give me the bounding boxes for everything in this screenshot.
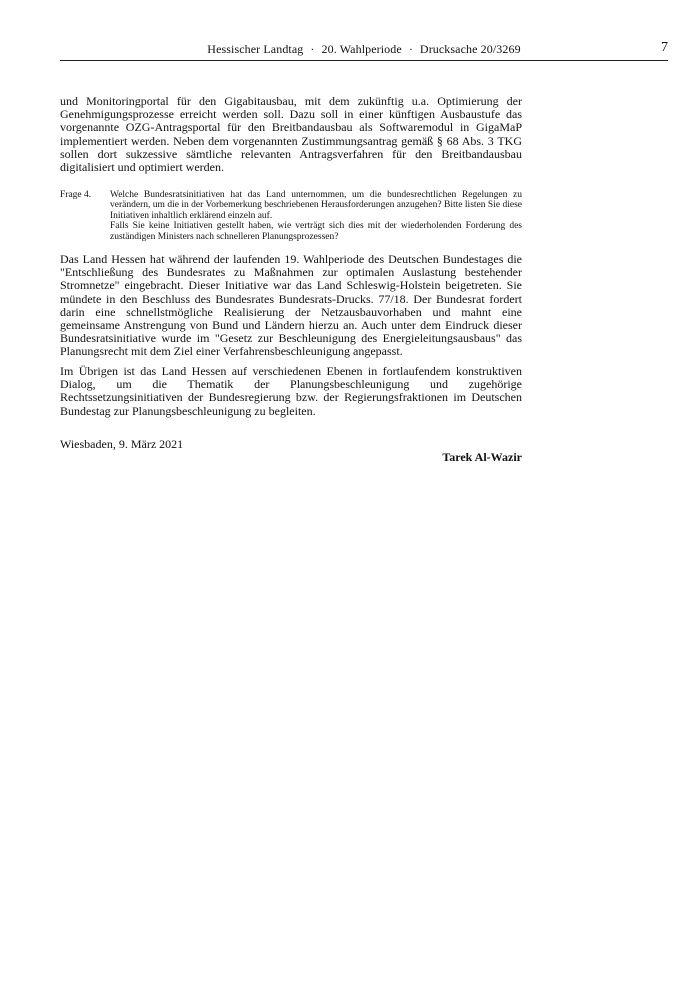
answer-paragraph: Im Übrigen ist das Land Hessen auf verschiedenen Ebenen in fortlaufendem konstruktiven Dialog, um die Thematik der Planungsbeschleunigung und zugehörige Rechtssetzungsinitiativen der Bundesregierung bzw. der Regierungsfraktionen im Deutschen Bundestag zur Planungsbeschleunigung zu begleiten. [60, 364, 522, 418]
answer-paragraph: Das Land Hessen hat während der laufenden 19. Wahlperiode des Deutschen Bundestages die "Entschließung des Bundesrates zu Maßnahmen zur optimalen Auslastung bestehender Stromnetze" eingebracht. Dieser Initiative war das Land Schleswig-Holstein beigetreten. Sie mündete in den Beschluss des Bundesrates Bundesrats-Drucks. 77/18. Der Bundesrat fordert darin eine schnellstmögliche Realisierung der Netzausbauvorhaben und mahnt eine gemeinsame Anstrengung von Bund und Ländern hierzu an. Auch unter dem Eindruck dieser Bundesratsinitiative wurde im "Gesetz zur Beschleunigung des Energieleitungsausbaus" das Planungsrecht mit dem Ziel einer Verfahrensbeschleunigung angepasst. [60, 252, 522, 359]
page-header [60, 40, 668, 61]
header-publication: Hessischer Landtag [207, 42, 304, 56]
place-date: Wiesbaden, 9. März 2021 [60, 437, 184, 451]
question-block [60, 190, 522, 242]
header-citation [60, 42, 668, 57]
question-text-1: Welche Bundesratsinitiativen hat das Land unternommen, um die bundesrechtlichen Regelungen zu verändern, um die in der Vorbemerkung beschriebenen Herausforderungen anzugehen? Bitte listen Sie diese Initiativen inhaltlich erklärend einzeln auf. [110, 190, 522, 221]
answer-paragraph-continued: und Monitoringportal für den Gigabitausbau, mit dem zukünftig u.a. Optimierung der Genehmigungsprozesse erreicht werden soll. Dazu soll in einer künftigen Ausbaustufe das vorgenannte OZG-Antragsportal für den Breitbandausbau als Softwaremodul in GigaMaP implementiert werden. Neben dem vorgenannten Zustimmungsantrag gemäß § 68 Abs. 3 TKG sollen dort sukzessive sämtliche relevanten Antragsverfahren für den Breitbandausbau digitalisiert und optimiert werden. [60, 94, 522, 175]
header-separator: · [408, 42, 413, 56]
header-separator: · [310, 42, 315, 56]
header-period: 20. Wahlperiode [321, 42, 402, 56]
page-number: 7 [661, 40, 668, 55]
header-doc-ref: Drucksache 20/3269 [419, 42, 521, 56]
signature-name: Tarek Al-Wazir [442, 450, 522, 464]
question-label: Frage 4. [60, 190, 92, 200]
question-text-2: Falls Sie keine Initiativen gestellt haben, wie verträgt sich dies mit der wiederholenden Forderung des zuständigen Ministers nach schnelleren Planungsprozessen? [110, 221, 522, 242]
